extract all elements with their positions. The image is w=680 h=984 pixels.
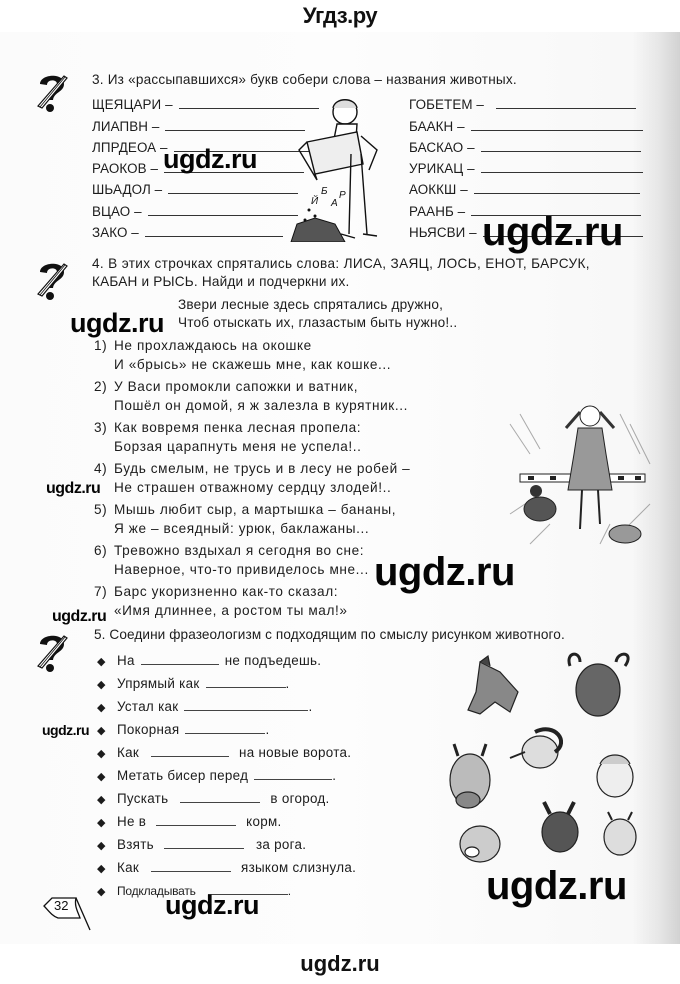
phrase-blank[interactable] [184,710,308,711]
footer-link[interactable]: ugdz.ru [300,951,380,976]
phrase-row: ◆ Как языком слизнула. [97,860,357,875]
poem-item-5: 5) Мышь любит сыр, а мартышка – бананы, Я же – всеядный: урюк, баклажаны... [94,502,397,536]
phrase-blank[interactable] [151,871,231,872]
task4-title-line2: КАБАН и РЫСЬ. Найди и подчеркни их. [92,274,350,289]
question-pen-icon [34,258,70,304]
poem-item-1: 1) Не прохлаждаюсь на окошке И «брысь» не скажешь мне, как кошке... [94,338,392,372]
diamond-bullet-icon: ◆ [97,679,106,691]
task3-left-row: ВЦАО – [92,199,298,219]
svg-text:Й: Й [311,196,319,207]
task3-right-row: АОККШ – [409,177,640,197]
answer-line[interactable] [168,193,298,194]
phrase-blank[interactable] [206,687,286,688]
answer-line[interactable] [148,215,298,216]
diamond-bullet-icon: ◆ [97,817,106,829]
watermark: ugdz.ru [163,144,257,174]
phrase-row: ◆ Взять за рога. [97,837,307,852]
diamond-bullet-icon: ◆ [97,840,106,852]
donkey-head-icon [542,802,578,852]
page-number: 32 [54,898,69,913]
phrase-blank[interactable] [254,779,332,780]
svg-text:Р: Р [339,190,346,201]
watermark: ugdz.ru [42,722,90,738]
phrase-blank[interactable] [185,733,265,734]
poem-item-7: 7) Барс укоризненно как-то сказал: «Имя длиннее, а ростом ты мал!» [94,584,348,618]
diamond-bullet-icon: ◆ [97,656,106,668]
poem-item-6: 6) Тревожно вздыхал я сегодня во сне: Наверное, что-то привиделось мне... [94,543,369,577]
task4-intro-line2: Чтоб отыскать их, глазастым быть нужно!.. [178,315,458,330]
girl-with-chickens-illustration [500,394,660,554]
answer-line[interactable] [471,130,643,131]
phrase-row: ◆ Как на новые ворота. [97,745,352,760]
task3-title: 3. Из «рассыпавшихся» букв собери слова – названия животных. [92,72,517,87]
phrase-blank[interactable] [151,756,229,757]
task3-right-row: РААНБ – [409,199,641,219]
diamond-bullet-icon: ◆ [97,725,106,737]
phrase-row: ◆ Подкладывать . [97,884,291,898]
task4-intro-line1: Звери лесные здесь спрятались дружно, [178,297,444,312]
answer-line[interactable] [474,193,640,194]
task3-right-row: БААКН – [409,114,643,134]
horse-head-icon [468,656,518,714]
poem-item-3: 3) Как вовремя пенка лесная пропела: Борзая царапнуть меня не успела!.. [94,420,362,454]
task3-right-row: НЬЯСВИ – [409,220,643,240]
answer-line[interactable] [496,108,636,109]
diamond-bullet-icon: ◆ [97,863,106,875]
watermark: ugdz.ru [482,210,623,254]
site-header [0,0,680,32]
task3-left-row: ЩЕЯЦАРИ – [92,92,319,112]
watermark: ugdz.ru [46,480,101,497]
diamond-bullet-icon: ◆ [97,771,106,783]
goat-head-icon [604,812,636,855]
phrase-row: ◆ Покорная . [97,722,270,737]
task3-right-row: БАСКАО – [409,135,641,155]
question-pen-icon [34,630,70,676]
phrase-blank[interactable] [156,825,236,826]
poem-item-4: 4) Будь смелым, не трусь и в лесу не робей – Не страшен отважному сердцу злодей!.. [94,461,411,495]
svg-text:А: А [331,198,338,209]
pig-head-icon [460,826,500,862]
watermark: ugdz.ru [374,550,515,594]
task3-left-row: ЛИАПВН – [92,114,305,134]
phrase-row: ◆ Метать бисер перед . [97,768,337,783]
task3-right-row: ГОБЕТЕМ – [409,92,636,112]
diamond-bullet-icon: ◆ [97,886,106,898]
task5-title: 5. Соедини фразеологизм с подходящим по смыслу рисунком животного. [94,627,565,642]
watermark: ugdz.ru [486,864,627,908]
poem-item-2: 2) У Васи промокли сапожки и ватник, Пошёл он домой, я ж залезла в курятник... [94,379,408,413]
diamond-bullet-icon: ◆ [97,748,106,760]
bull-head-icon [569,654,628,716]
cow-head-icon [450,744,490,808]
diamond-bullet-icon: ◆ [97,702,106,714]
phrase-row: ◆ Упрямый как . [97,676,290,691]
phrase-blank[interactable] [141,664,219,665]
phrase-row: ◆ Устал как . [97,699,313,714]
task3-left-row: РАОКОВ – [92,156,304,176]
task4-title-line1: 4. В этих строчках спрятались слова: ЛИСА, ЗАЯЦ, ЛОСЬ, ЕНОТ, БАРСУК, [92,256,590,271]
site-title: Угдз.ру [302,3,378,28]
phrase-blank[interactable] [180,802,260,803]
answer-line[interactable] [145,236,283,237]
answer-line[interactable] [481,151,641,152]
watermark: ugdz.ru [52,608,107,625]
watermark: ugdz.ru [70,308,164,338]
animal-heads-illustration [440,652,660,867]
workbook-page [0,32,680,944]
phrase-blank[interactable] [164,848,244,849]
task3-left-row: ЗАКО – [92,220,283,240]
svg-text:Б: Б [321,186,328,197]
site-footer [0,944,680,984]
phrase-row: ◆ На не подъедешь. [97,653,322,668]
sheep-head-icon [597,755,633,797]
phrase-row: ◆ Не в корм. [97,814,282,829]
task3-right-row: УРИКАЦ – [409,156,643,176]
answer-line[interactable] [481,172,643,173]
task3-left-row: ЛПРДЕОА – [92,135,312,155]
phrase-row: ◆ Пускать в огород. [97,791,330,806]
watermark: ugdz.ru [165,890,259,920]
diamond-bullet-icon: ◆ [97,794,106,806]
question-pen-icon [34,70,70,116]
ram-head-icon [510,729,561,768]
task3-left-row: ШЬАДОЛ – [92,177,298,197]
boy-pouring-letters-illustration [285,94,397,242]
